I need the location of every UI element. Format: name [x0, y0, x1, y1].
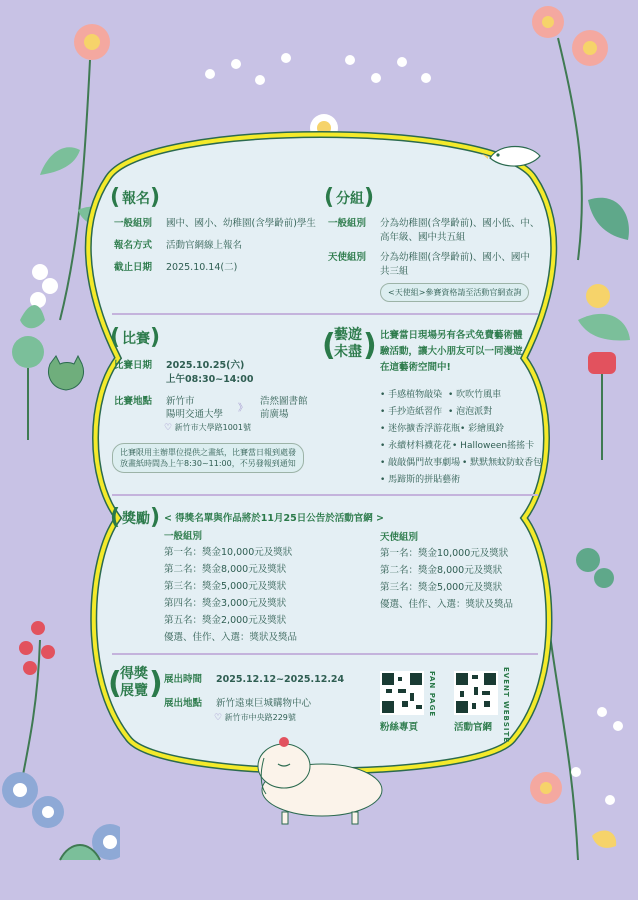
fun-item-left-6: • 馬蹄斯的拼貼藝術 — [380, 475, 461, 485]
fun-item-right-4: • Halloween搖搖卡 — [452, 441, 535, 451]
groups-paren-right: ) — [364, 185, 375, 210]
bird-illustration — [482, 138, 552, 178]
awards-angel-title: 天使組別 — [380, 532, 419, 543]
groups-general-line1: 分為幼稚園(含學齡前)、國小低、中、 — [380, 218, 540, 229]
exhibition-title-line1: 得獎 — [120, 666, 148, 682]
contest-date-value: 2025.10.25(六) — [166, 360, 245, 371]
registration-paren-left: ( — [110, 185, 121, 210]
registration-value-deadline: 2025.10.14(二) — [166, 262, 238, 273]
awards-title: 獎勵 — [122, 511, 150, 527]
qr-code-event-website[interactable] — [454, 671, 498, 715]
fun-item-right-2: • 泡泡派對 — [448, 407, 493, 417]
awards-announcement: < 得獎名單與作品將於11月25日公告於活動官網 > — [164, 513, 384, 524]
event-website-caption: 活動官網 — [454, 722, 493, 733]
fun-item-right-5: • 默默無蚊防蚊香包 — [462, 458, 543, 468]
registration-value-method: 活動官網線上報名 — [166, 240, 243, 251]
dog-illustration — [242, 728, 392, 828]
contest-note-line1: 比賽限用主辦單位提供之畫紙，比賽當日報到處發 — [120, 448, 296, 457]
awards-angel-2: 第二名：獎金8,000元及獎狀 — [380, 565, 503, 576]
registration-paren-right: ) — [150, 185, 161, 210]
contest-note — [112, 443, 304, 473]
contest-time-value: 上午08:30~14:00 — [166, 374, 254, 385]
fan-page-caption: 粉絲專頁 — [380, 722, 419, 733]
contest-venue-place1: 浩然圖書館 — [260, 396, 308, 407]
groups-angel-line1: 分為幼稚園(含學齡前)、國小、國中 — [380, 252, 530, 263]
awards-general-title: 一般組別 — [164, 531, 203, 542]
fun-item-left-1: • 手感植物敲染 — [380, 390, 443, 400]
event-website-vertical-label: EVENT WEBSITE — [502, 667, 510, 744]
exhibition-paren-right: ) — [149, 666, 163, 701]
fun-item-left-4: • 永續材料襪花花 — [380, 441, 452, 451]
awards-general-1: 第一名：獎金10,000元及獎狀 — [164, 547, 293, 558]
contest-venue-address-row — [164, 421, 251, 435]
registration-title: 報名 — [122, 191, 150, 207]
divider-3 — [112, 653, 538, 655]
qr-code-fan-page[interactable] — [380, 671, 424, 715]
awards-angel-3: 第三名：獎金5,000元及獎狀 — [380, 582, 503, 593]
exhibition-place-value: 新竹遠東巨城購物中心 — [216, 698, 312, 709]
contest-label-venue: 比賽地點 — [114, 396, 153, 407]
groups-paren-left: ( — [324, 185, 335, 210]
divider-1 — [112, 313, 538, 315]
groups-angel-line2: 共三組 — [380, 266, 409, 277]
awards-general-2: 第二名：獎金8,000元及獎狀 — [164, 564, 287, 575]
exhibition-label-place: 展出地點 — [164, 698, 203, 709]
registration-label-deadline: 截止日期 — [114, 262, 153, 273]
fun-title-line1: 藝遊 — [334, 327, 362, 343]
contest-paren-left: ( — [110, 325, 121, 350]
awards-angel-1: 第一名：獎金10,000元及獎狀 — [380, 548, 509, 559]
exhibition-time-value: 2025.12.12~2025.12.24 — [216, 674, 345, 685]
exhibition-title-line2: 展覽 — [120, 683, 148, 699]
fun-item-left-5: • 敲敲偶門故事劇場 — [380, 458, 461, 468]
registration-value-general: 國中、國小、幼稚園(含學齡前)學生 — [166, 218, 316, 229]
exhibition-address-row — [214, 711, 296, 725]
contest-venue-address: 新竹市大學路1001號 — [174, 423, 251, 432]
fun-item-left-3: • 迷你擴香浮游花瓶 — [380, 424, 461, 434]
fun-intro-line1: 比賽當日現場另有各式免費藝術體 — [380, 330, 523, 341]
contest-note-line2: 放畫紙時間為上午8:30~11:00，不另發報到通知 — [120, 459, 296, 468]
fun-intro-line3: 在這藝術空間中! — [380, 362, 451, 373]
fun-intro-line2: 驗活動，讓大小朋友可以一同漫遊 — [380, 346, 523, 357]
contest-label-date: 比賽日期 — [114, 360, 153, 371]
awards-general-3: 第三名：獎金5,000元及獎狀 — [164, 581, 287, 592]
fun-item-right-3: • 彩繪風鈴 — [460, 424, 505, 434]
contest-venue-school: 陽明交通大學 — [166, 409, 224, 420]
contest-venue-place2: 前廣場 — [260, 409, 289, 420]
groups-label-general: 一般組別 — [328, 218, 367, 229]
divider-2 — [112, 494, 538, 496]
location-pin-icon: ♡ — [214, 713, 223, 723]
contest-paren-right: ) — [150, 325, 161, 350]
groups-title: 分組 — [336, 191, 364, 207]
contest-title: 比賽 — [122, 331, 150, 347]
groups-note: <天使組>參賽資格請至活動官網查詢 — [380, 283, 529, 302]
location-pin-icon: ♡ — [164, 423, 173, 433]
fun-item-right-1: • 吹吹竹風車 — [448, 390, 502, 400]
awards-general-4: 第四名：獎金3,000元及獎狀 — [164, 598, 287, 609]
contest-venue-city: 新竹市 — [166, 396, 195, 407]
fan-page-vertical-label: FAN PAGE — [428, 671, 436, 718]
fun-item-left-2: • 手抄造紙習作 — [380, 407, 443, 417]
awards-general-5: 第五名：獎金2,000元及獎狀 — [164, 615, 287, 626]
cat-illustration — [44, 354, 88, 394]
fun-paren-right: ) — [363, 328, 377, 363]
registration-label-general: 一般組別 — [114, 218, 153, 229]
awards-paren-left: ( — [110, 505, 121, 530]
exhibition-label-time: 展出時間 — [164, 674, 203, 685]
registration-label-method: 報名方式 — [114, 240, 153, 251]
groups-label-angel: 天使組別 — [328, 252, 367, 263]
awards-angel-4: 優選、佳作、入選：獎狀及獎品 — [380, 599, 514, 610]
exhibition-paren-left: ( — [108, 666, 122, 701]
awards-general-6: 優選、佳作、入選：獎狀及獎品 — [164, 632, 298, 643]
awards-paren-right: ) — [150, 505, 161, 530]
fun-paren-left: ( — [322, 328, 336, 363]
exhibition-address: 新竹市中央路229號 — [224, 713, 296, 722]
contest-venue-arrow: 》 — [238, 403, 248, 414]
fun-title-line2: 未盡 — [334, 344, 362, 360]
groups-general-line2: 高年級、國中共五組 — [380, 232, 466, 243]
